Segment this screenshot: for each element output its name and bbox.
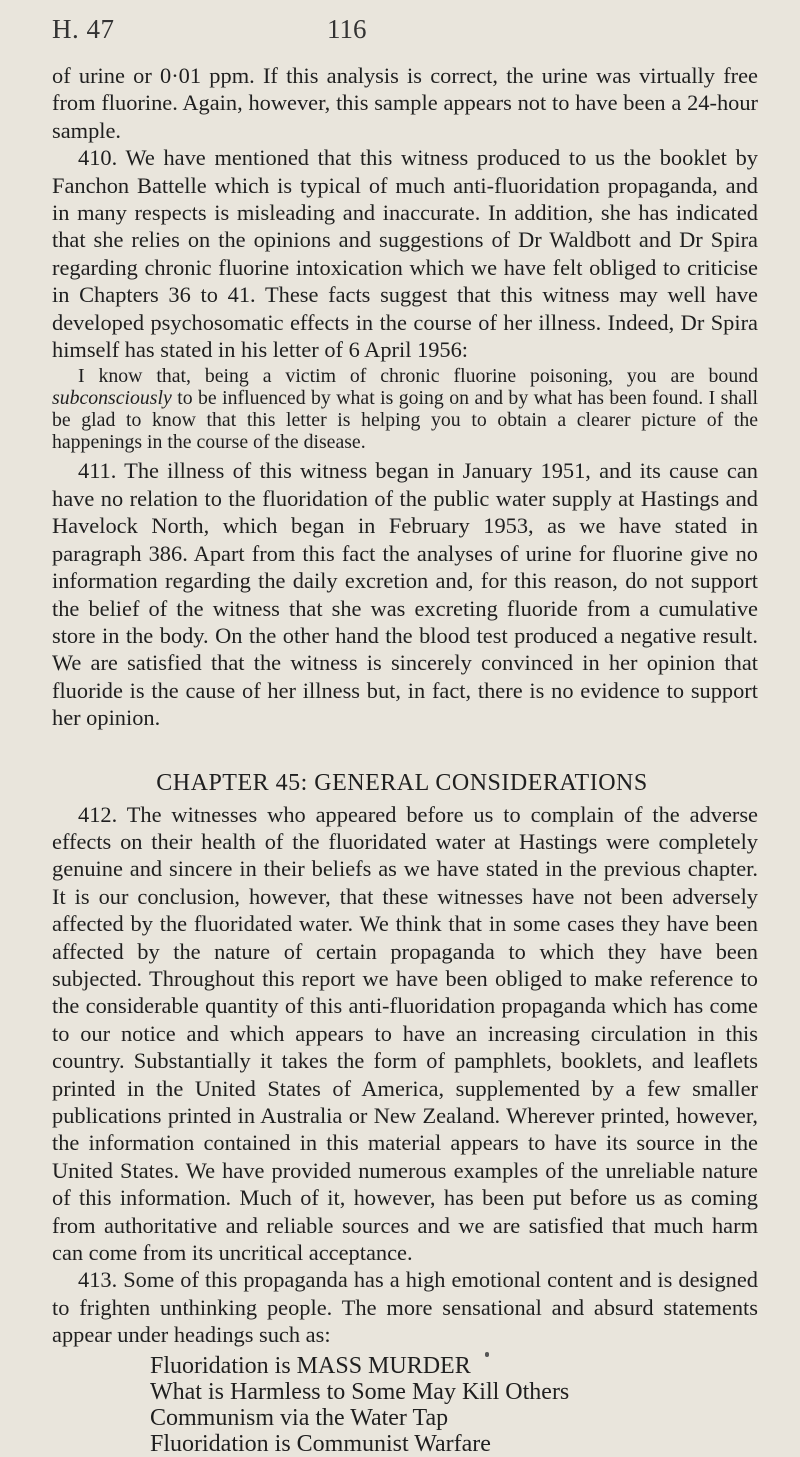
report-reference: H. 47: [52, 14, 115, 44]
paragraph-413: 413. Some of this propaganda has a high emotional content and is designed to frighten unthinking people. The more sensational and absurd statements appear under headings such as:: [52, 1267, 758, 1348]
headline-list: [150, 1353, 758, 1457]
quote-text-start: I know that, being a victim of chronic fluorine poisoning, you are bound: [78, 365, 758, 388]
paragraph-continued: of urine or 0·01 ppm. If this analysis is correct, the urine was virtually free from fluorine. Again, however, this sample appears not to have been a 24-hour sample.: [52, 63, 758, 143]
paragraph-412: 412. The witnesses who appeared before us to complain of the adverse effects on their health of the fluoridated water at Hastings were completely genuine and sincere in their beliefs as we have stated in the previous chapter. It is our conclusion, however, that these witnesses have not been adversely affected by the fluoridated water. We think that in some cases they have been affected by the nature of certain propaganda to which they have been subjected. Throughout this report we have been obliged to make reference to the considerable quantity of this anti-fluoridation propaganda which has come to our notice and which appears to have an increasing circulation in this country. Substantially it takes the form of pamphlets, booklets, and leaflets printed in the United States of America, supplemented by a few smaller publications printed in Australia or New Zealand. Wherever printed, however, the information contained in this material appears to have its source in the United States. We have provided numerous examples of the unreliable nature of this information. Much of it, however, has been put before us as coming from authoritative and reliable sources and we are satisfied that much harm can come from its uncritical acceptance.: [52, 801, 758, 1266]
quote-emphasis: subconsciously: [52, 387, 172, 410]
quote-text-end: to be influenced by what is going on and by what has been found. I shall be glad to know that this letter is helping you to obtain a clearer picture of the happenings in the course of the disease.: [52, 387, 758, 454]
block-quote: [52, 365, 758, 453]
headline-item: Fluoridation is Communist Warfare: [150, 1430, 491, 1457]
paragraph-410: 410. We have mentioned that this witness produced to us the booklet by Fanchon Battelle which is typical of much anti-fluoridation propaganda, and in many respects is misleading and inaccurate. In addition, she has indicated that she relies on the opinions and suggestions of Dr Waldbott and Dr Spira regarding chronic fluorine intoxication which we have felt obliged to criticise in Chapters 36 to 41. These facts suggest that this witness may well have developed psychosomatic effects in the course of her illness. Indeed, Dr Spira himself has stated in his letter of 6 April 1956:: [52, 145, 758, 363]
headline-item: What is Harmless to Some May Kill Others: [150, 1378, 570, 1405]
page-header: [52, 14, 758, 62]
ink-speck: [485, 1352, 489, 1357]
headline-item: Fluoridation is MASS MURDER: [150, 1352, 471, 1379]
paragraph-411: 411. The illness of this witness began in January 1951, and its cause can have no relation to the fluoridation of the public water supply at Hastings and Havelock North, which began in February 1953, as we have stated in paragraph 386. Apart from this fact the analyses of urine for fluorine give no information regarding the daily excretion and, for this reason, do not support the belief of the witness that she was excreting fluoride from a cumulative store in the body. On the other hand the blood test produced a negative result. We are satisfied that the witness is sincerely convinced in her opinion that fluoride is the cause of her illness but, in fact, there is no evidence to support her opinion.: [52, 458, 758, 731]
headline-item: Communism via the Water Tap: [150, 1404, 449, 1431]
chapter-title: CHAPTER 45: GENERAL CONSIDERATIONS: [156, 769, 648, 796]
page-number: 116: [327, 14, 367, 44]
